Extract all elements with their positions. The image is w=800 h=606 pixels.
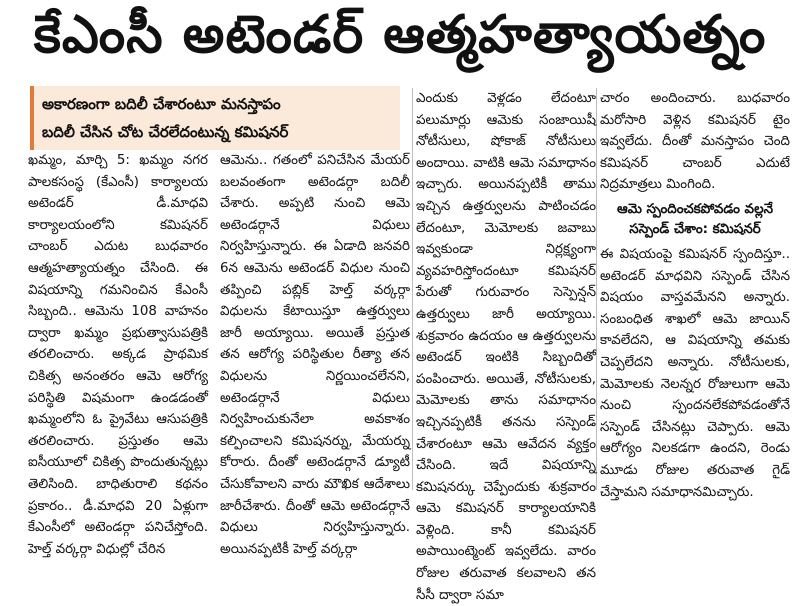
- article-column-3: [416, 88, 596, 603]
- subheading-2: బదిలీ చేసిన చోట చేరలేదంటున్న కమిషనర్: [42, 123, 289, 141]
- column-3-text: ఎందుకు వెళ్లడం లేదంటూ పలుమార్లు ఆమెకు సంజాయిషీ నోటీసులు, షోకాజ్ నోటీసులు అందాయి. వాటికి ఆమె సమాధానం ఇచ్చారు. అయినప్పటికీ తాము ఇచ్చిన ఉత్తర్వులను పాటించడం లేదంటూ, మెమోలకు జవాబు ఇవ్వకుండా నిర్లక్ష్యంగా వ్యవహరిస్తోందంటూ కమిషనర్ పేరుతో గురువారం సెస్పెన్షన్ ఉత్తర్వులు జారీ అయ్యాయి. శుక్రవారం ఉదయం ఆ ఉత్తర్వులను అటెండర్ ఇంటికి సిబ్బందితో పంపించారు. అయితే, నోటీసులకు, మెమోలకు తాను సమాధానం ఇచ్చినప్పటికీ తనను సస్పెండ్ చేశారంటూ ఆమె ఆవేదన వ్యక్తం చేసింది. ఇదే విషయాన్ని కమిషనర్కు చెప్పేందుకు శుక్రవారం ఆమె కమిషనర్ కార్యాలయానికి వెళ్లింది. కానీ కమిషనర్ అపాయింట్మెంట్ ఇవ్వలేదు. వారం రోజుల తరువాత కలవాలని తన సీసీ ద్వారా సమా: [416, 91, 596, 603]
- column-1-text: ఖమ్మం, మార్చి 5: ఖమ్మం నగర పాలకసంస్థ (కేఎంసీ) కార్యాలయ అటెండర్ డీ.మాధవి కార్యాలయంలోని కమిషనర్ చాంబర్ ఎదుట బుధవారం ఆత్మహత్యాయత్నం చేసింది. ఈ విషయాన్ని గమనించిన కేఎంసీ సిబ్బంది.. ఆమెను 108 వాహనం ద్వారా ఖమ్మం ప్రభుత్వాసుపత్రికి తరలించారు. అక్కడ ప్రాథమిక చికిత్స అనంతరం ఆమె ఆరోగ్య పరిస్థితి విషమంగా ఉండడంతో ఖమ్మంలోని ఓ ప్రైవేటు ఆసుపత్రికి తరలించారు. ప్రస్తుతం ఆమె ఐసీయూలో చికిత్స పొందుతున్నట్లు తెలిసింది. బాధితురాలి కథనం ప్రకారం.. డీ.మాధవి 20 ఏళ్లుగా కేఎంసీలో అటెండర్గా పనిచేస్తోంది. హెల్త్ వర్కర్గా విధుల్లో చేరిన: [28, 153, 208, 557]
- column-divider: [412, 88, 413, 490]
- column-divider: [596, 88, 597, 490]
- subheading-box: [30, 86, 400, 150]
- column-4-body: ఈ విషయంపై కమిషనర్ స్పందిస్తూ.. అటెండర్ మాధవిని సస్పెండ్ చేసిన విషయం వాస్తవమేనని అన్నారు. సంబంధిత శాఖలో ఆమె జాయిన్ కావలేదని, ఆ విషయాన్ని తమకు చెప్పలేదని అన్నారు. నోటీసులకు, మెమోలకు నెలన్నర రోజులుగా ఆమె నుంచి స్పందనలేకపోవడంతోనే సస్పెండ్ చేసినట్లు చెప్పారు. ఆమె ఆరోగ్యం నిలకడగా ఉందని, రెండు మూడు రోజుల తరువాత గైడ్ చేస్తామని సమాధానమిచ్చారు.: [600, 246, 790, 500]
- article-column-2: [220, 150, 410, 557]
- crosshead: ఆమె స్పందించకపోవడం వల్లనే సస్పెండ్ చేశాం: కమిషనర్: [617, 201, 773, 237]
- article-column-4: [600, 88, 790, 500]
- subheading-1: అకారణంగా బదిలీ చేశారంటూ మనస్తాపం: [42, 95, 281, 113]
- headline: కేఎంసీ అటెండర్ ఆత్మహత్యాయత్నం: [33, 4, 767, 65]
- article-column-1: [28, 150, 208, 557]
- column-2-text: ఆమెను.. గతంలో పనిచేసిన మేయర్ బలవంతంగా అటెండర్గా బదిలీ చేశారు. అప్పటి నుంచి ఆమె అటెండర్గానే విధులు నిర్వహిస్తున్నారు. ఈ ఏడాది జనవరి 6న ఆమెను అటెండర్ విధుల నుంచి తప్పించి పబ్లిక్ హెల్త్ వర్కర్గా విధులను కేటాయిస్తూ ఉత్తర్వులు జారీ అయ్యాయి. అయితే ప్రస్తుత తన ఆరోగ్య పరిస్థితుల రీత్యా తన విధులను నిర్ణయించలేనని, అటెండర్గానే విధులు నిర్వహించుకునేలా అవకాశం కల్పించాలని కమిషనర్ను, మేయర్ను కోరారు. దీంతో అటెండర్గానే డ్యూటీ చేసుకోవాలని వారు మౌఖిక ఆదేశాలు జారీచేశారు. దీంతో ఆమె అటెండర్గానే విధులు నిర్వహిస్తున్నారు. అయినప్పటికీ హెల్త్ వర్కర్గా: [220, 153, 410, 557]
- column-4-intro: చారం అందించారు. బుధవారం మరోసారి వెళ్లిన కమిషనర్ టైం ఇవ్వలేదు. దీంతో మనస్తాపం చెంది కమిషనర్ చాంబర్ ఎదుటే నిద్రమాత్రలు మింగింది.: [600, 91, 790, 193]
